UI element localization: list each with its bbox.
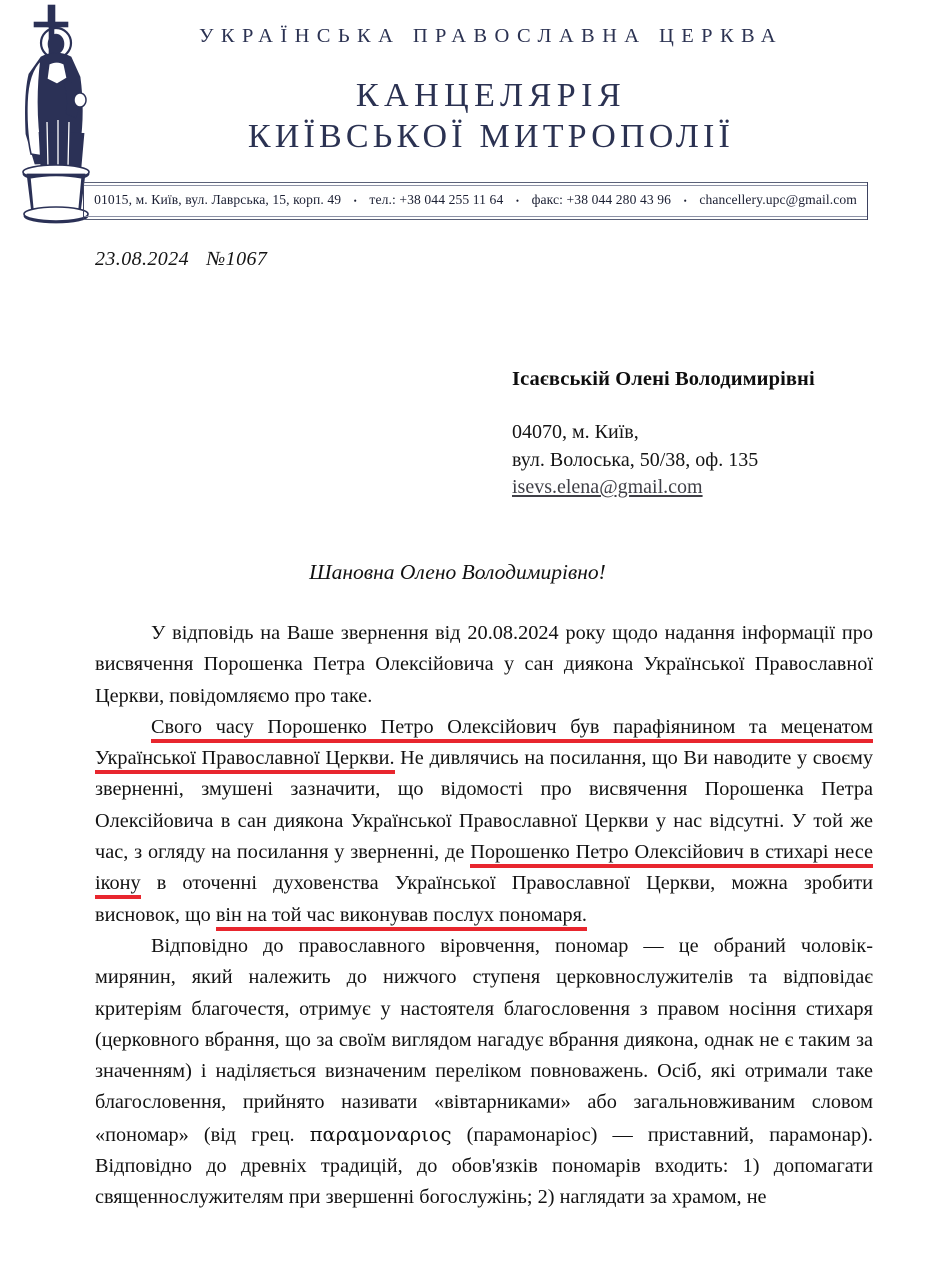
addressee-block bbox=[512, 366, 912, 502]
letter-body bbox=[95, 618, 873, 1214]
body-paragraph-2-part-a: Не дивлячись на посилання, що Ви наводите у своєму зверненні, змушені зазначити, що відомості про висвячення Порошенка Петра Олексійовича в сан диякона Української Православної Церкви у нас відсутні. У той же час, з огляду на посилання у зверненні, де bbox=[95, 747, 873, 864]
addressee-address-line2: вул. Волоська, 50/38, оф. 135 bbox=[512, 448, 759, 471]
document-date: 23.08.2024 bbox=[95, 248, 189, 270]
document-reference bbox=[95, 248, 267, 271]
highlighted-text-sexton-obedience: він на той час виконував послух пономаря. bbox=[216, 904, 587, 931]
letterhead bbox=[0, 0, 935, 228]
body-paragraph-2 bbox=[95, 712, 873, 931]
addressee-name: Ісаєвській Олені Володимирівні bbox=[512, 368, 815, 390]
contact-fax: факс: +38 044 280 43 96 bbox=[531, 192, 672, 207]
body-paragraph-1 bbox=[95, 618, 873, 712]
contact-frame-right-edge bbox=[867, 182, 868, 220]
bullet-separator-icon: • bbox=[515, 195, 520, 206]
organization-name: УКРАЇНСЬКА ПРАВОСЛАВНА ЦЕРКВА bbox=[198, 25, 784, 47]
office-title-line1: КАНЦЕЛЯРІЯ bbox=[355, 77, 627, 114]
contact-line bbox=[84, 192, 867, 208]
contact-phone: тел.: +38 044 255 11 64 bbox=[369, 192, 504, 207]
highlighted-text-parishioner-patron: Свого часу Порошенко Петро Олексійович був парафіянином та меценатом Української Православної Церкви. bbox=[95, 716, 873, 774]
addressee-address-line1: 04070, м. Київ, bbox=[512, 421, 639, 443]
addressee-email[interactable]: isevs.elena@gmail.com bbox=[512, 476, 703, 498]
greek-term-paramonarios: παραμοναριος bbox=[309, 1122, 452, 1146]
office-title-line2: КИЇВСЬКОЇ МИТРОПОЛІЇ bbox=[247, 118, 735, 155]
bullet-separator-icon: • bbox=[683, 195, 687, 206]
contact-frame bbox=[84, 182, 867, 220]
body-paragraph-2-part-b: в оточенні духовенства Української Православної Церкви, можна зробити висновок, що bbox=[95, 872, 873, 926]
office-title bbox=[96, 76, 886, 158]
document-number: №1067 bbox=[206, 248, 268, 270]
addressee-address bbox=[512, 419, 912, 502]
contact-email: chancellery.upc@gmail.com bbox=[699, 192, 857, 207]
highlighted-text-surplice-icon: Порошенко Петро Олексійович в стихарі несе ікону bbox=[95, 841, 873, 899]
body-paragraph-1-text: У відповідь на Ваше звернення від 20.08.2024 року щодо надання інформації про висвячення Порошенка Петра Олексійовича у сан диякона Української Православної Церкви, повідомляємо про таке. bbox=[95, 622, 873, 707]
salutation: Шановна Олено Володимирівно! bbox=[309, 560, 606, 584]
body-paragraph-3 bbox=[95, 931, 873, 1214]
bullet-separator-icon: • bbox=[353, 195, 357, 206]
contact-address: 01015, м. Київ, вул. Лаврська, 15, корп. 49 bbox=[94, 192, 342, 207]
body-paragraph-3-part-b: (парамонаріос) — приставний, парамонар). Відповідно до древніх традицій, до обов'язків пономарів входить: 1) допомагати священнослужителям при звершенні богослужінь; 2) наглядати за храмом, не bbox=[95, 1123, 873, 1209]
body-paragraph-3-part-a: Відповідно до православного віровчення, пономар — це обраний чоловік-мирянин, який належить до нижчого ступеня церковнослужителів та відповідає критеріям благочестя, отримує у настоятеля благословення з правом носіння стихаря (церковного вбрання, що за своїм виглядом нагадує вбрання диякона, однак не є таким за значенням) і наділяється визначеним переліком повноважень. Осіб, які отримали таке благословення, прийнято називати «вівтарниками» або загальновживаним словом «пономар» (від грец. bbox=[95, 934, 873, 1146]
